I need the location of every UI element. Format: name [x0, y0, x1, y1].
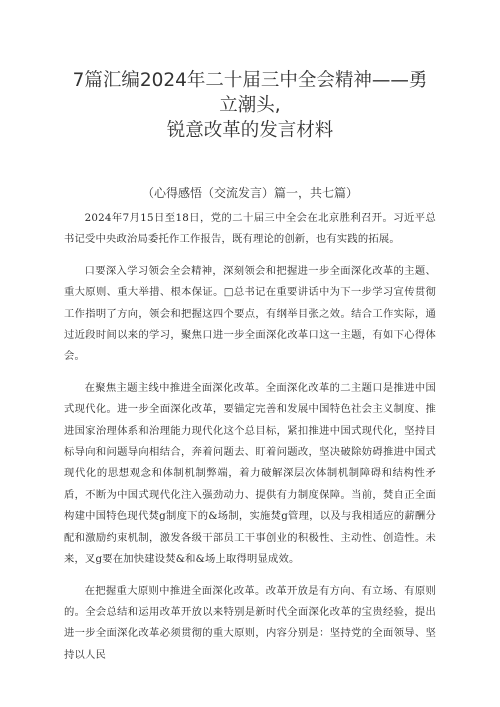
- title-line-1: 7篇汇编2024年二十届三中全会精神——勇立潮头,: [72, 70, 428, 116]
- paragraph-2: 口要深入学习领会全会精神，深刻领会和把握进一步全面深化改革的主题、重大原则、重大举措、根本保证。□总书记在重要讲话中为下一步学习宣传贯彻工作指明了方向，领会和把握这四个要点，有纲举目张之效。结合工作实际，通过近段时间以来的学习，聚焦口进一步全面深化改革口这一主题，有如下心得体会。: [64, 264, 436, 363]
- paragraph-4: 在把握重大原则中推进全面深化改革。改革开放是有方向、有立场、有原则的。全会总结和运用改革开放以来特别是新时代全面深化改革的宝贵经验，提出进一步全面深化改革必须贯彻的重大原则，内容分别是：坚持党的全面领导、坚持以人民: [64, 584, 436, 661]
- document-title: [64, 68, 436, 143]
- paragraph-1: 2024年7月15日至18日，党的二十届三中全会在北京胜利召开。习近平总书记受中央政治局委托作工作报告，既有理论的创新，也有实践的拓展。: [64, 212, 436, 246]
- paragraph-3: 在聚焦主题主线中推进全面深化改革。全面深化改革的二主题口是推进中国式现代化。进一步全面深化改革，要锚定完善和发展中国特色社会主义制度、推进国家治理体系和治理能力现代化这个总目标，紧扣推进中国式现代化，坚持目标导向和问题导向相结合，奔着问题去、盯着问题改，坚决破除妨碍推进中国式现代化的思想观念和体制机制弊端，着力破解深层次体制机制障碍和结构性矛盾，不断为中国式现代化注入强劲动力、提供有力制度保障。当前，焚自正全面构建中国特色现代焚g制度下的&场制，实施焚g管理，以及与我相适应的薪酬分配和激励约束机制，激发各级干部员工干事创业的积极性、主动性、创造性。未来，叉g要在加快建设焚&和&场上取得明显成效。: [64, 381, 436, 566]
- title-line-2: 锐意改革的发言材料: [166, 120, 334, 141]
- document-subtitle: （心得感悟（交流发言）篇一，共七篇）: [141, 186, 358, 200]
